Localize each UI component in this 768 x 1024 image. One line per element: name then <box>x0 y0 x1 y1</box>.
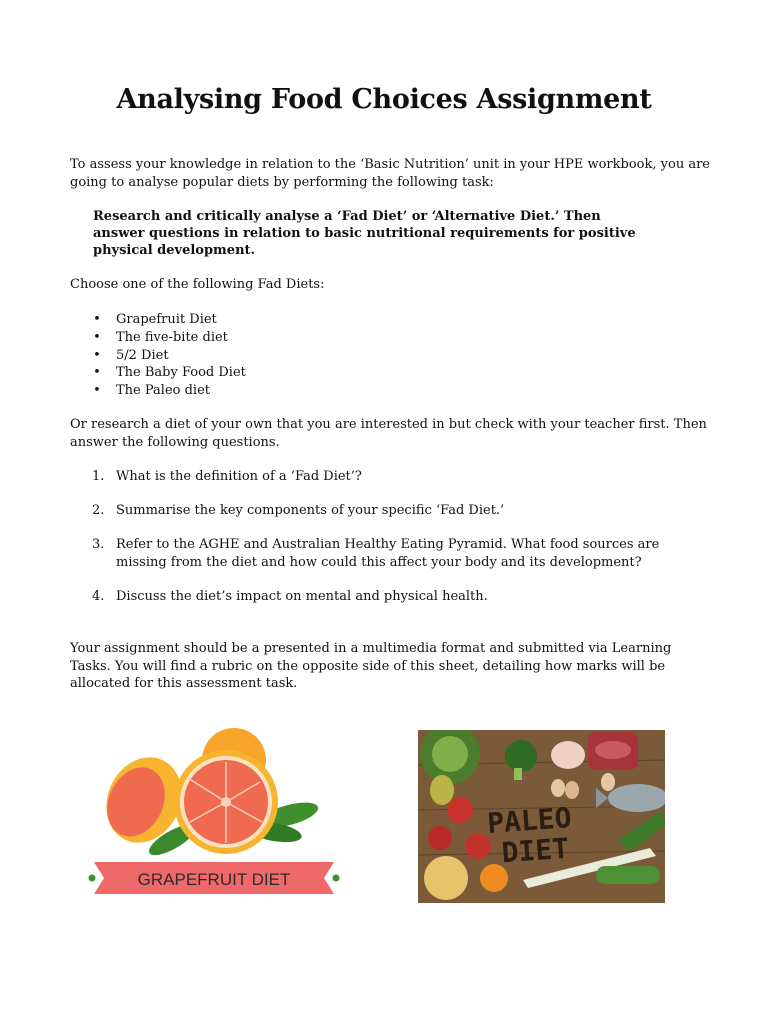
choose-diet-prompt: Choose one of the following Fad Diets: <box>70 277 325 292</box>
list-item: • The five-bite diet <box>93 329 228 345</box>
egg-icon <box>551 779 565 797</box>
bullet-icon: • <box>93 329 101 345</box>
list-item: • The Paleo diet <box>93 383 210 399</box>
bullet-icon: • <box>93 383 101 399</box>
list-item: • 5/2 Diet <box>93 347 169 363</box>
diet-list <box>92 311 246 400</box>
page-title: Analysing Food Choices Assignment <box>116 84 652 115</box>
paleo-diet-image <box>418 730 665 903</box>
question-item: 3. Refer to the AGHE and Australian Healthy Eating Pyramid. What food sources are missing from the diet and how could this affect your body and its development? <box>92 537 660 570</box>
egg-icon <box>601 773 615 791</box>
task-statement: Research and critically analyse a ‘Fad Diet’ or ‘Alternative Diet.’ Then answer questions in relation to basic nutritional requirements for positive physical development. <box>93 209 636 258</box>
apple-icon <box>465 833 491 859</box>
question-list <box>92 468 672 622</box>
egg-icon <box>565 781 579 799</box>
chicken-icon <box>551 741 585 769</box>
melon-icon <box>424 856 468 900</box>
apple-icon <box>428 826 452 850</box>
list-item: • The Baby Food Diet <box>93 365 246 381</box>
banner-text: GRAPEFRUIT DIET <box>137 870 291 889</box>
question-item: 4. Discuss the diet’s impact on mental and physical health. <box>92 588 488 604</box>
own-diet-paragraph: Or research a diet of your own that you are interested in but check with your teacher first. Then answer the following questions. <box>70 417 707 450</box>
submission-paragraph: Your assignment should be a presented in a multimedia format and submitted via Learning Tasks. You will find a rubric on the opposite side of this sheet, detailing how marks will be allocated for this assessment task. <box>70 641 672 691</box>
grapefruit-diet-image <box>84 720 344 910</box>
question-item: 1. What is the definition of a ‘Fad Diet’? <box>92 469 362 484</box>
paleo-sign-line2: DIET <box>500 831 571 870</box>
intro-paragraph: To assess your knowledge in relation to the ‘Basic Nutrition’ unit in your HPE workbook, you are going to analyse popular diets by performing the following task: <box>70 157 710 190</box>
list-item: • Grapefruit Diet <box>93 312 217 327</box>
bullet-icon: • <box>93 312 101 327</box>
paleo-sign-line1: PALEO <box>486 801 573 840</box>
broccoli-icon <box>505 740 537 772</box>
bullet-icon: • <box>93 347 101 363</box>
pear-icon <box>430 775 454 805</box>
cucumber-icon <box>596 866 660 884</box>
apple-icon <box>447 797 473 823</box>
bullet-icon: • <box>93 365 101 381</box>
question-item: 2. Summarise the key components of your specific ‘Fad Diet.’ <box>92 503 505 518</box>
